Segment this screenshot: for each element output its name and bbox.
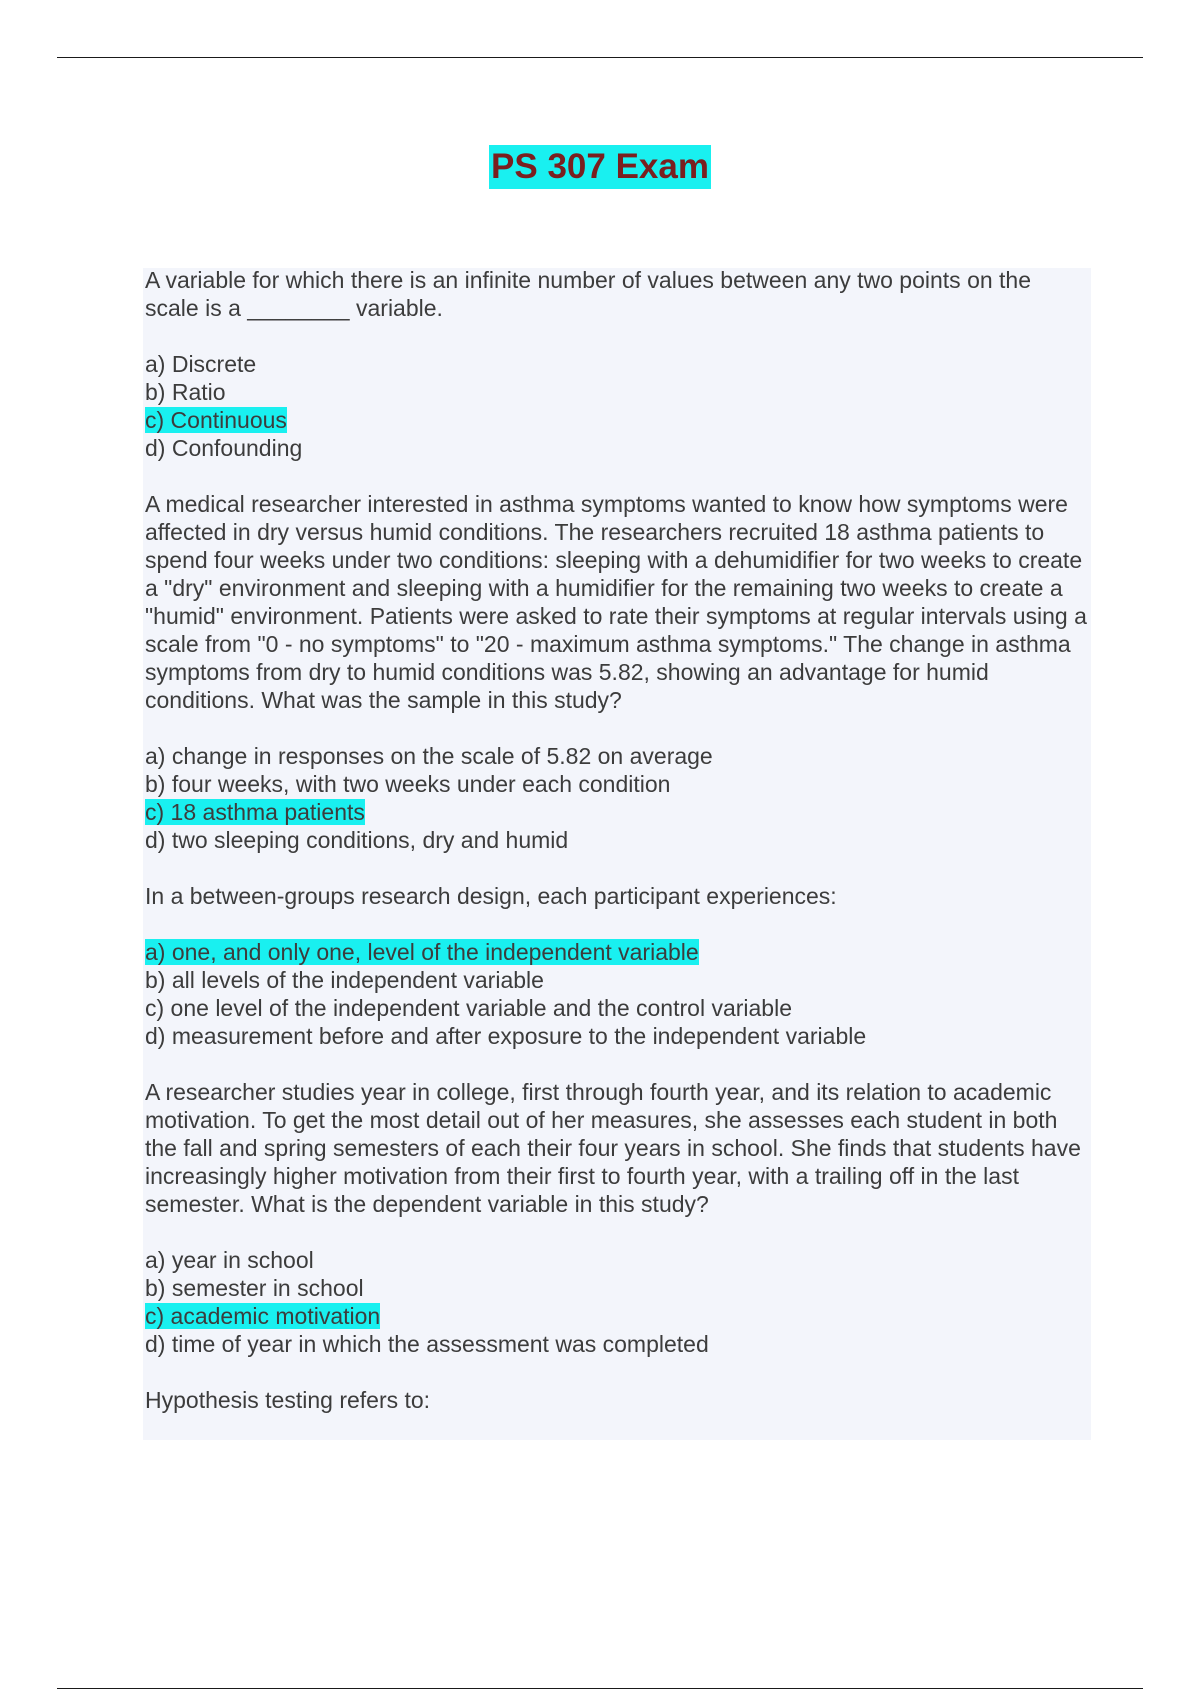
option-label: d) two sleeping conditions, dry and humid xyxy=(145,827,569,853)
option-label: c) 18 asthma patients xyxy=(145,799,365,825)
option-label: a) Discrete xyxy=(145,351,257,377)
question-text: A variable for which there is an infinite number of values between any two points on the scale is a ________ variable. xyxy=(145,267,1032,321)
option-item[interactable] xyxy=(145,378,1090,406)
option-list xyxy=(145,350,1090,462)
page-title: PS 307 Exam xyxy=(489,145,711,189)
option-item-correct[interactable] xyxy=(145,406,1090,434)
question-text: In a between-groups research design, each participant experiences: xyxy=(145,883,837,909)
option-label: b) semester in school xyxy=(145,1275,364,1301)
option-item[interactable] xyxy=(145,1274,1090,1302)
question-list xyxy=(145,266,1090,1414)
option-label: c) academic motivation xyxy=(145,1303,381,1329)
option-label: b) Ratio xyxy=(145,379,226,405)
option-item[interactable] xyxy=(145,1022,1090,1050)
option-label: a) one, and only one, level of the independent variable xyxy=(145,939,699,965)
option-item-correct[interactable] xyxy=(145,798,1090,826)
option-list xyxy=(145,1246,1090,1358)
option-label: d) measurement before and after exposure to the independent variable xyxy=(145,1023,867,1049)
option-label: c) Continuous xyxy=(145,407,287,433)
title-container xyxy=(0,145,1200,189)
option-label: a) year in school xyxy=(145,1247,314,1273)
option-label: d) time of year in which the assessment was completed xyxy=(145,1331,709,1357)
option-item-correct[interactable] xyxy=(145,1302,1090,1330)
question-text: Hypothesis testing refers to: xyxy=(145,1387,431,1413)
option-label: b) all levels of the independent variable xyxy=(145,967,544,993)
option-item[interactable] xyxy=(145,826,1090,854)
top-rule xyxy=(57,57,1143,58)
option-label: d) Confounding xyxy=(145,435,303,461)
question-text: A medical researcher interested in asthma symptoms wanted to know how symptoms were affected in dry versus humid conditions. The researchers recruited 18 asthma patients to spend four weeks under two conditions: sleeping with a dehumidifier for two weeks to create a "dry" environment and sleeping with a humidifier for the remaining two weeks to create a "humid" environment. Patients were asked to rate their symptoms at regular intervals using a scale from "0 - no symptoms" to "20 - maximum asthma symptoms." The change in asthma symptoms from dry to humid conditions was 5.82, showing an advantage for humid conditions. What was the sample in this study? xyxy=(145,491,1087,713)
option-item[interactable] xyxy=(145,966,1090,994)
option-label: c) one level of the independent variable and the control variable xyxy=(145,995,792,1021)
option-item[interactable] xyxy=(145,742,1090,770)
bottom-rule xyxy=(57,1688,1143,1689)
option-item[interactable] xyxy=(145,994,1090,1022)
option-item[interactable] xyxy=(145,770,1090,798)
option-label: b) four weeks, with two weeks under each condition xyxy=(145,771,671,797)
option-item[interactable] xyxy=(145,1246,1090,1274)
option-item-correct[interactable] xyxy=(145,938,1090,966)
option-label: a) change in responses on the scale of 5.82 on average xyxy=(145,743,713,769)
option-item[interactable] xyxy=(145,350,1090,378)
question-text: A researcher studies year in college, first through fourth year, and its relation to academic motivation. To get the most detail out of her measures, she assesses each student in both the fall and spring semesters of each their four years in school. She finds that students have increasingly higher motivation from their first to fourth year, with a trailing off in the last semester. What is the dependent variable in this study? xyxy=(145,1079,1081,1217)
option-item[interactable] xyxy=(145,1330,1090,1358)
option-list xyxy=(145,742,1090,854)
option-item[interactable] xyxy=(145,434,1090,462)
option-list xyxy=(145,938,1090,1050)
